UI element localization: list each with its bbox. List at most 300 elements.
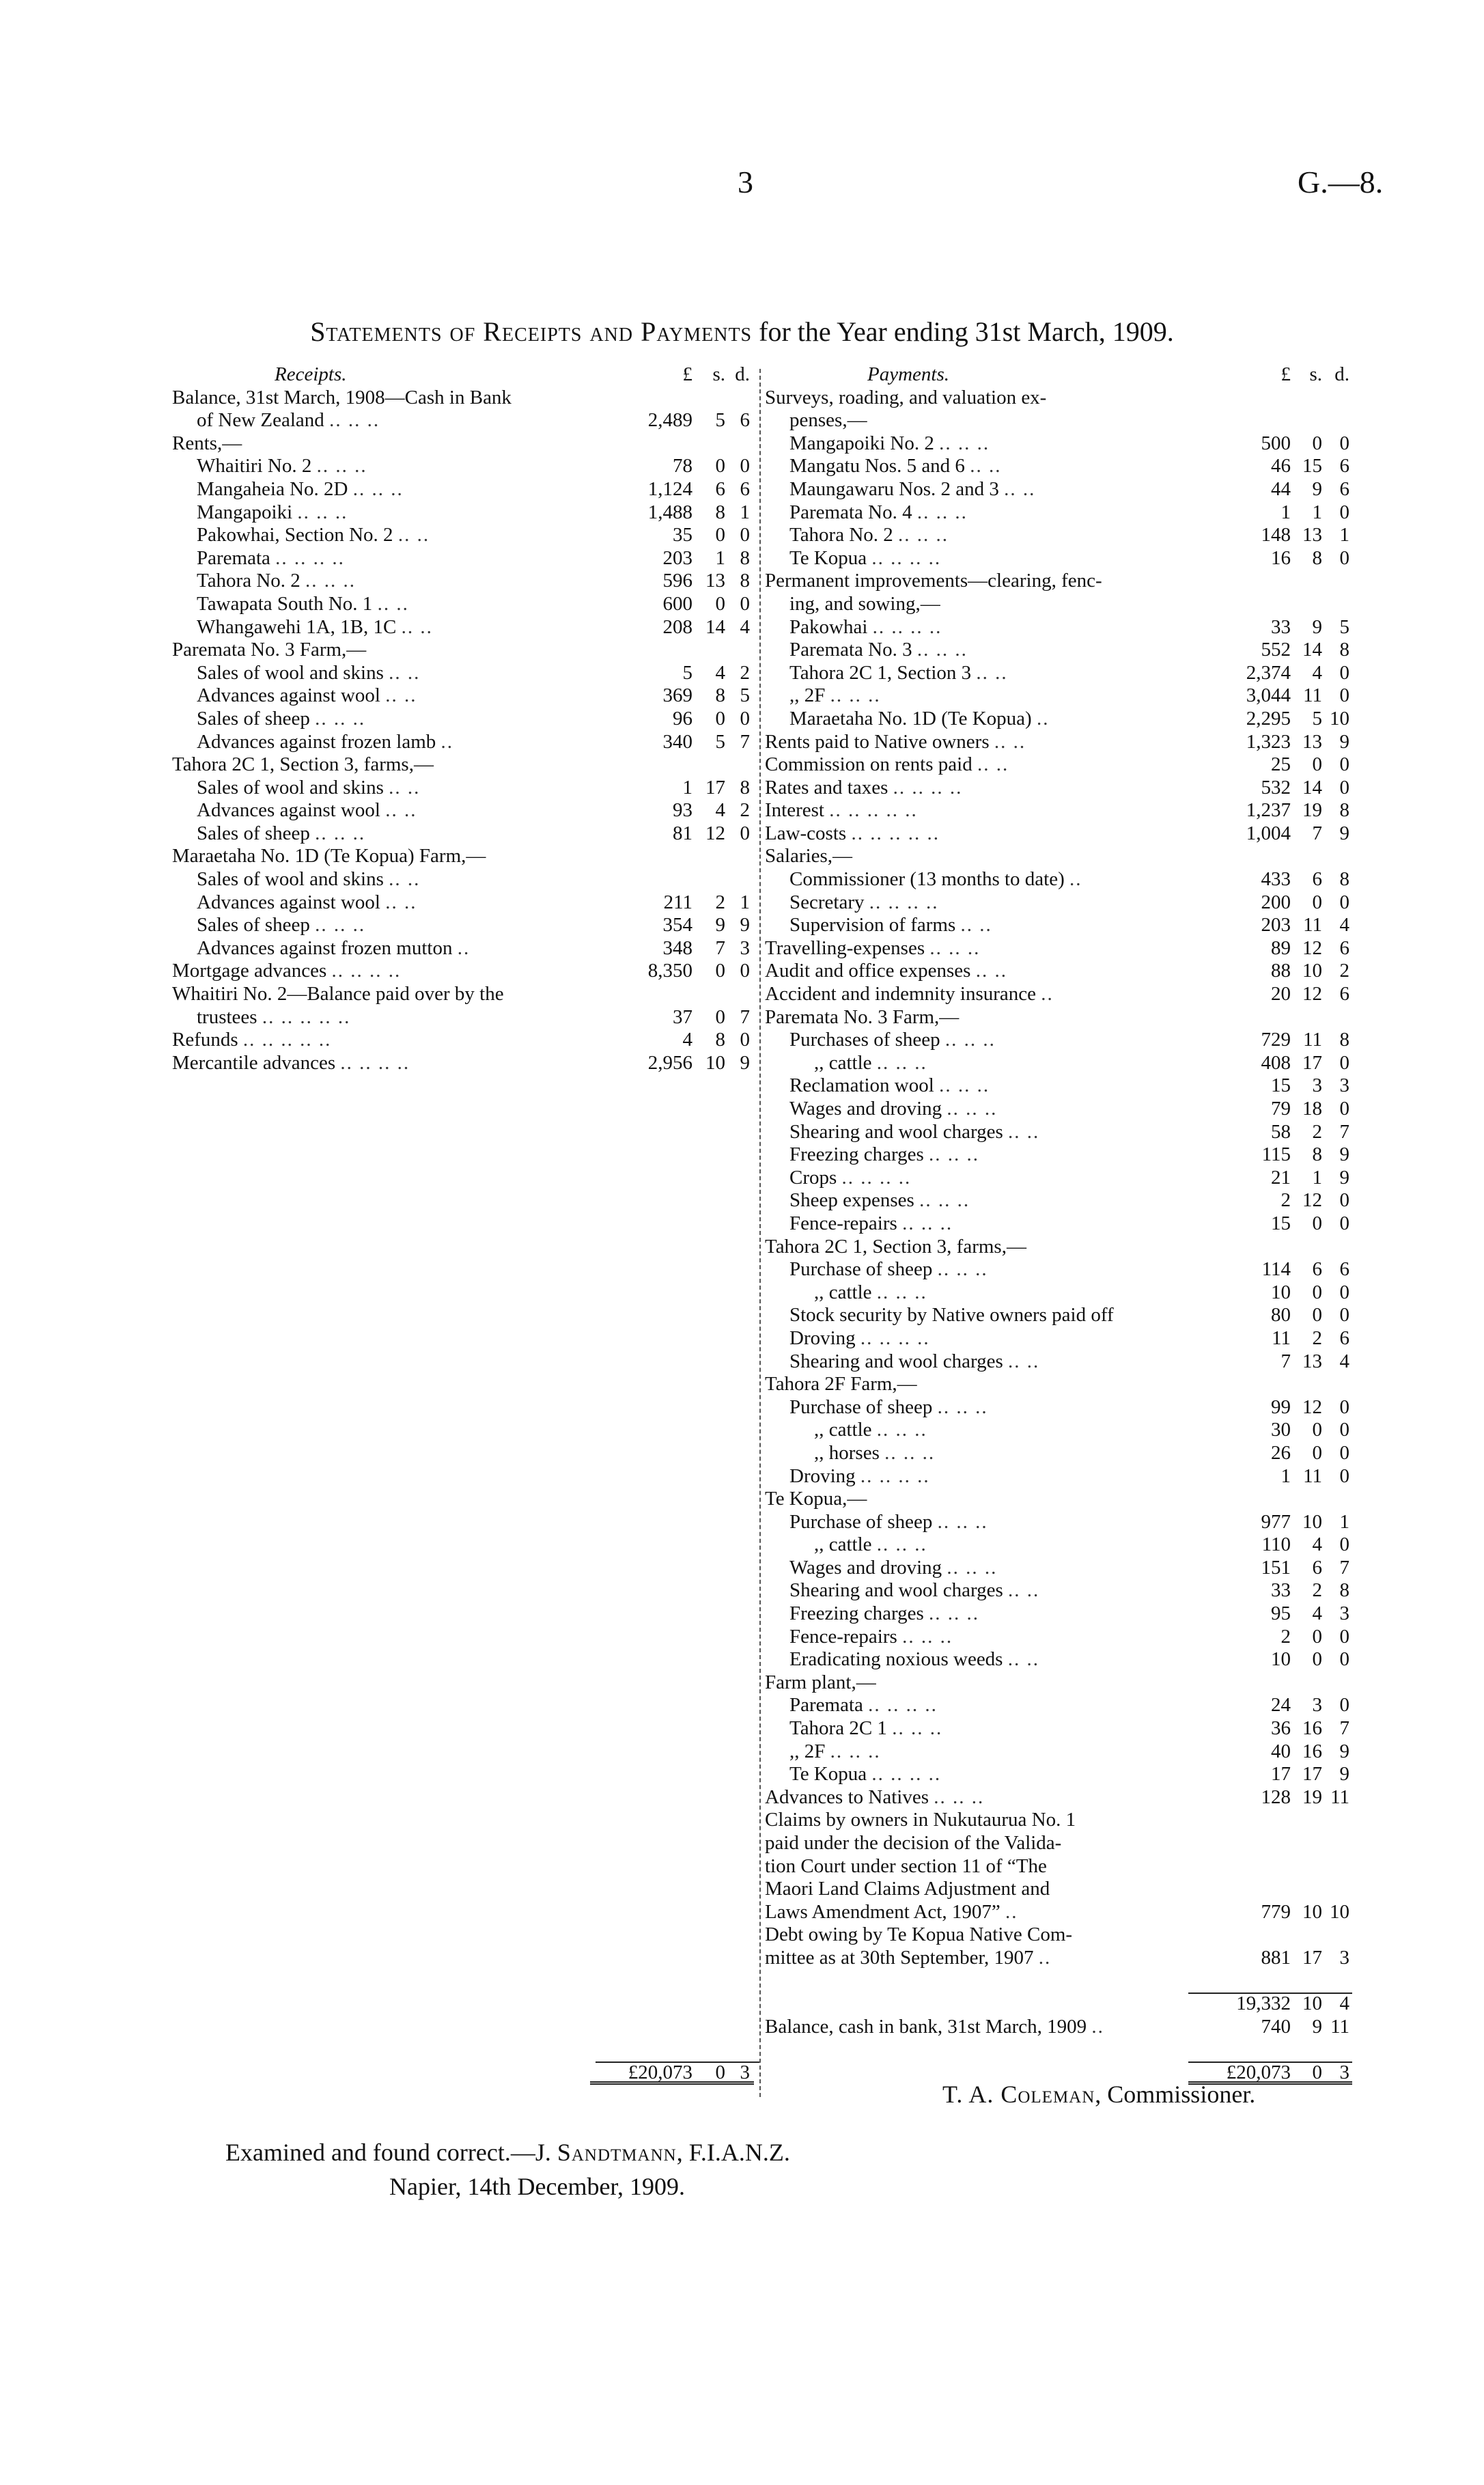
- shillings-value: 0: [715, 455, 725, 477]
- shillings-value: 8: [715, 1029, 725, 1051]
- row-label-text: ,, cattle: [814, 1281, 872, 1303]
- row-leader-dots: ..: [440, 730, 454, 753]
- row-label-text: Paremata No. 3: [789, 639, 912, 661]
- pence-value: 6: [1339, 936, 1349, 959]
- row-leader-dots: .. .. .. ..: [871, 1763, 942, 1786]
- shillings-value: 10: [705, 1051, 725, 1074]
- row-label-text: Sales of wool and skins: [197, 661, 384, 684]
- table-row: [172, 639, 759, 662]
- row-leader-dots: ..: [1091, 2015, 1104, 2038]
- row-label-text: Sales of sheep: [197, 914, 310, 936]
- row-label: [197, 478, 582, 501]
- table-row: [765, 1488, 1352, 1511]
- pence-value: 0: [1339, 661, 1349, 684]
- table-row: [765, 1694, 1352, 1717]
- pence-value: 0: [1339, 1212, 1349, 1234]
- row-label: [789, 1121, 1185, 1144]
- table-row: [765, 1648, 1352, 1671]
- row-label: [765, 799, 1185, 822]
- shillings-value: 11: [1303, 1029, 1322, 1051]
- spacer-row: [172, 2016, 759, 2039]
- row-label-text: Paremata: [789, 1694, 863, 1717]
- row-label-text: Law-costs: [765, 822, 847, 844]
- row-label-text: Pakowhai, Section No. 2: [197, 524, 393, 546]
- spacer-row: [172, 1626, 759, 1649]
- row-label-text: Laws Amendment Act, 1907”: [765, 1900, 1000, 1923]
- row-leader-dots: .. .. ..: [315, 822, 366, 844]
- shillings-value: 13: [705, 570, 725, 592]
- pounds-value: 1,323: [1246, 730, 1291, 753]
- spacer-row: [172, 1074, 759, 1098]
- row-label: [789, 501, 1185, 525]
- row-leader-dots: .. .. ..: [937, 1510, 988, 1533]
- row-label: [789, 1350, 1185, 1374]
- pence-value: 0: [1339, 753, 1349, 776]
- pence-value: 7: [740, 1005, 750, 1028]
- pounds-value: 36: [1271, 1717, 1291, 1740]
- row-label: [789, 524, 1185, 547]
- table-row: [765, 1442, 1352, 1465]
- table-row: [765, 868, 1352, 891]
- row-leader-dots: .. .. .. ..: [331, 960, 402, 982]
- row-label-text: Te Kopua,—: [765, 1488, 867, 1510]
- row-label-text: Farm plant,—: [765, 1671, 876, 1693]
- pounds-value: 95: [1271, 1602, 1291, 1625]
- table-row: [765, 1419, 1352, 1442]
- row-label: [765, 570, 1185, 593]
- pence-column-header: d.: [735, 363, 750, 385]
- row-label-text: Eradicating noxious weeds: [789, 1648, 1003, 1671]
- pence-value: 0: [1339, 1281, 1349, 1303]
- pence-value: 0: [1339, 1419, 1349, 1441]
- total-shillings: 0: [1312, 2061, 1322, 2083]
- shillings-value: 0: [1312, 891, 1322, 913]
- spacer-row: [172, 1373, 759, 1396]
- pence-value: 0: [1339, 501, 1349, 523]
- row-leader-dots: .. ..: [976, 661, 1008, 684]
- row-label-text: Maori Land Claims Adjustment and: [765, 1878, 1050, 1900]
- row-label: [172, 845, 582, 868]
- row-label-text: paid under the decision of the Valida-: [765, 1832, 1062, 1854]
- spacer-row: [172, 1258, 759, 1281]
- pounds-value: 151: [1261, 1556, 1291, 1579]
- table-row: [765, 1167, 1352, 1190]
- row-label: [765, 1786, 1185, 1809]
- table-row: [765, 1878, 1352, 1901]
- row-leader-dots: .. .. ..: [934, 1786, 985, 1808]
- table-row: [765, 960, 1352, 983]
- pence-value: 6: [740, 477, 750, 500]
- row-leader-dots: .. .. ..: [884, 1441, 936, 1464]
- table-row: [172, 616, 759, 639]
- shillings-value: 12: [1302, 1189, 1322, 1212]
- row-label-text: Surveys, roading, and valuation ex-: [765, 386, 1047, 408]
- row-label-text: Paremata No. 4: [789, 501, 912, 523]
- table-row: [765, 1396, 1352, 1419]
- row-label: [765, 983, 1185, 1006]
- pounds-value: 211: [663, 891, 692, 913]
- pence-value: 0: [1339, 1441, 1349, 1464]
- shillings-value: 9: [1312, 2015, 1322, 2038]
- total-shillings: 0: [715, 2061, 725, 2083]
- pence-value: 11: [1330, 2015, 1349, 2038]
- row-label-text: Accident and indemnity insurance: [765, 983, 1037, 1005]
- shillings-value: 14: [1302, 639, 1322, 661]
- pounds-column-header: £: [682, 363, 692, 385]
- table-row: [765, 570, 1352, 593]
- row-label: [789, 547, 1185, 570]
- row-label-text: Tahora 2C 1, Section 3: [789, 661, 972, 684]
- row-label: [197, 799, 582, 822]
- row-label-text: Mercantile advances: [172, 1051, 336, 1074]
- row-label-text: Paremata: [197, 546, 270, 569]
- pence-value: 9: [740, 914, 750, 936]
- row-label: [789, 708, 1185, 731]
- pence-value: 9: [1339, 1143, 1349, 1166]
- total-pounds: £20,073: [628, 2061, 692, 2083]
- pounds-value: 79: [1271, 1098, 1291, 1120]
- table-row: [172, 409, 759, 432]
- row-label-text: Mortgage advances: [172, 960, 327, 982]
- pence-value: 0: [1339, 684, 1349, 707]
- row-label-text: Tahora No. 2: [197, 570, 300, 592]
- row-leader-dots: .. .. ..: [944, 1029, 996, 1051]
- row-leader-dots: .. .. ..: [902, 1625, 953, 1648]
- table-row: [172, 387, 759, 410]
- table-row: [765, 1236, 1352, 1259]
- row-label-text: Mangatu Nos. 5 and 6: [789, 455, 965, 477]
- pounds-value: 17: [1271, 1763, 1291, 1786]
- table-row: [172, 777, 759, 800]
- table-row: [172, 937, 759, 960]
- pounds-value: 4: [682, 1029, 692, 1051]
- row-label: [765, 1488, 1185, 1511]
- pounds-value: 1: [1280, 1464, 1291, 1487]
- shillings-value: 8: [1312, 546, 1322, 569]
- row-leader-dots: ..: [1069, 868, 1082, 891]
- row-label-text: Droving: [789, 1327, 856, 1349]
- table-row: [765, 845, 1352, 868]
- pounds-value: 2: [1280, 1625, 1291, 1648]
- shillings-value: 4: [715, 661, 725, 684]
- row-label: [197, 684, 582, 708]
- pounds-value: 89: [1271, 936, 1291, 959]
- table-row: [765, 1557, 1352, 1580]
- row-label-text: Advances against wool: [197, 684, 380, 707]
- spacer-row: [172, 1924, 759, 1947]
- spacer-row: [172, 1579, 759, 1602]
- row-label: [765, 960, 1185, 983]
- row-label: [789, 1511, 1185, 1534]
- table-row: [172, 914, 759, 937]
- shillings-value: 19: [1302, 799, 1322, 822]
- row-leader-dots: .. .. .. ..: [871, 546, 942, 569]
- pounds-value: 977: [1261, 1510, 1291, 1533]
- shillings-value: 0: [1312, 1281, 1322, 1303]
- row-label: [765, 1832, 1185, 1855]
- row-leader-dots: ..: [1005, 1900, 1018, 1923]
- pounds-value: 2,374: [1246, 661, 1291, 684]
- row-label-text: Claims by owners in Nukutaurua No. 1: [765, 1809, 1076, 1831]
- pence-value: 6: [1339, 1327, 1349, 1349]
- shillings-value: 6: [1312, 868, 1322, 891]
- row-leader-dots: .. ..: [1007, 1648, 1039, 1671]
- row-label-text: penses,—: [789, 409, 867, 432]
- row-label: [765, 1901, 1185, 1924]
- title-rest: for the Year ending 31st March, 1909.: [759, 316, 1174, 347]
- table-row: [765, 1671, 1352, 1695]
- spacer-row: [172, 1786, 759, 1809]
- pounds-value: 8,350: [647, 960, 692, 982]
- table-row: [765, 1327, 1352, 1350]
- pounds-value: 80: [1271, 1304, 1291, 1327]
- pounds-value: 10: [1271, 1648, 1291, 1671]
- pounds-value: 96: [673, 707, 692, 730]
- row-label-text: Rents,—: [172, 432, 242, 454]
- shillings-value: 0: [1312, 432, 1322, 454]
- row-leader-dots: .. ..: [977, 753, 1009, 776]
- table-row: [765, 1855, 1352, 1878]
- shillings-value: 10: [1302, 1900, 1322, 1923]
- row-label-text: Purchase of sheep: [789, 1396, 933, 1418]
- pence-value: 8: [740, 776, 750, 799]
- table-row: [172, 684, 759, 708]
- row-label-text: Balance, cash in bank, 31st March, 1909: [765, 2015, 1087, 2038]
- row-label: [789, 1074, 1185, 1098]
- row-leader-dots: .. ..: [389, 776, 421, 799]
- pounds-column-header: £: [1280, 363, 1291, 385]
- pounds-value: 128: [1261, 1786, 1291, 1808]
- row-leader-dots: .. ..: [385, 799, 417, 822]
- pence-column-header: d.: [1334, 363, 1349, 385]
- pounds-value: 1,124: [647, 477, 692, 500]
- pence-value: 8: [1339, 799, 1349, 822]
- shillings-value: 0: [715, 1005, 725, 1028]
- row-label: [765, 1924, 1185, 1947]
- row-leader-dots: .. ..: [975, 960, 1007, 982]
- table-row: [765, 684, 1352, 708]
- pounds-value: 881: [1261, 1946, 1291, 1969]
- row-label-text: Shearing and wool charges: [789, 1350, 1003, 1372]
- pounds-value: 433: [1261, 868, 1291, 891]
- pence-value: 0: [740, 707, 750, 730]
- pence-value: 0: [740, 1029, 750, 1051]
- row-label-text: Sales of sheep: [197, 822, 310, 844]
- statement-title: [0, 316, 1484, 348]
- row-leader-dots: .. .. ..: [892, 1717, 943, 1740]
- shillings-value: 15: [1302, 455, 1322, 477]
- table-row: [765, 1189, 1352, 1212]
- spacer-row: [172, 1763, 759, 1786]
- shillings-value: 0: [1312, 1648, 1322, 1671]
- pence-value: 0: [1339, 891, 1349, 913]
- row-label: [789, 1763, 1185, 1786]
- shillings-value: 0: [715, 592, 725, 615]
- payments-column: [765, 363, 1352, 2085]
- row-label: [789, 1648, 1185, 1671]
- table-row: [765, 478, 1352, 501]
- row-label-text: Whangawehi 1A, 1B, 1C: [197, 615, 397, 638]
- spacer-row: [172, 1281, 759, 1305]
- pounds-value: 1,488: [647, 501, 692, 523]
- pounds-value: 58: [1271, 1120, 1291, 1143]
- shillings-value: 18: [1302, 1098, 1322, 1120]
- row-label-text: Advances against frozen lamb: [197, 730, 436, 753]
- row-leader-dots: .. .. ..: [939, 432, 990, 454]
- shillings-value: 16: [1302, 1740, 1322, 1762]
- pence-value: 11: [1330, 1786, 1349, 1808]
- table-row: [172, 799, 759, 822]
- row-label: [197, 547, 582, 570]
- row-label-text: Te Kopua: [789, 1763, 867, 1786]
- row-label: [789, 891, 1185, 915]
- table-row: [765, 1373, 1352, 1396]
- shillings-value: 11: [1303, 684, 1322, 707]
- row-label: [197, 777, 582, 800]
- row-label-text: ,, cattle: [814, 1533, 872, 1556]
- row-label-text: Rents paid to Native owners: [765, 730, 990, 753]
- row-label: [197, 1006, 582, 1029]
- pence-value: 8: [1339, 1579, 1349, 1602]
- pence-value: 0: [1339, 546, 1349, 569]
- row-leader-dots: .. .. .. .. ..: [851, 822, 940, 844]
- table-row: [172, 822, 759, 846]
- row-leader-dots: .. ..: [385, 684, 417, 707]
- row-label-text: Mangaheia No. 2D: [197, 477, 348, 500]
- pounds-value: 500: [1261, 432, 1291, 454]
- row-leader-dots: .. .. ..: [830, 1740, 881, 1762]
- pounds-value: 354: [662, 914, 692, 936]
- row-label-text: Tahora 2C 1, Section 3, farms,—: [765, 1235, 1026, 1258]
- table-row: [172, 524, 759, 547]
- row-leader-dots: .. .. ..: [937, 1258, 988, 1281]
- spacer-row: [172, 1465, 759, 1488]
- column-divider: [759, 369, 761, 2097]
- pounds-value: 2,295: [1246, 707, 1291, 730]
- row-leader-dots: .. .. ..: [939, 1074, 990, 1097]
- pence-value: 1: [1339, 524, 1349, 546]
- row-leader-dots: .. .. ..: [898, 524, 949, 546]
- table-row: [765, 1052, 1352, 1075]
- pence-value: 0: [1339, 1098, 1349, 1120]
- row-label: [172, 432, 582, 456]
- shillings-value: 12: [1302, 1396, 1322, 1418]
- pounds-value: 1: [1280, 501, 1291, 523]
- pounds-value: 203: [1261, 914, 1291, 936]
- row-label: [765, 1671, 1185, 1695]
- shillings-value: 4: [1312, 1533, 1322, 1556]
- pence-value: 0: [1339, 1304, 1349, 1327]
- row-label-text: Reclamation wool: [789, 1074, 934, 1097]
- table-row: [172, 570, 759, 593]
- row-label: [197, 937, 582, 960]
- shillings-value: 0: [1312, 1625, 1322, 1648]
- row-leader-dots: .. .. .. ..: [868, 1694, 938, 1717]
- shillings-value: 7: [715, 936, 725, 959]
- spacer-row: [172, 1947, 759, 1970]
- row-leader-dots: .. .. .. ..: [860, 1464, 930, 1487]
- table-row: [765, 1511, 1352, 1534]
- table-row: [765, 501, 1352, 525]
- pounds-value: 200: [1261, 891, 1291, 913]
- pence-value: 0: [1339, 1051, 1349, 1074]
- commissioner-role: , Commissioner.: [1095, 2081, 1256, 2108]
- pounds-value: 35: [673, 524, 692, 546]
- pence-value: 7: [740, 730, 750, 753]
- row-leader-dots: .. .. ..: [876, 1051, 927, 1074]
- pence-value: 4: [740, 615, 750, 638]
- receipts-header-label: Receipts.: [275, 363, 347, 385]
- pounds-value: 33: [1271, 1579, 1291, 1602]
- row-label-text: Audit and office expenses: [765, 960, 971, 982]
- row-leader-dots: .. .. ..: [929, 1602, 979, 1625]
- row-label: [789, 1740, 1185, 1764]
- table-row: [765, 1143, 1352, 1167]
- row-leader-dots: .. ..: [970, 455, 1002, 477]
- row-label-text: Droving: [789, 1464, 856, 1487]
- spacer-row: [765, 2038, 1352, 2061]
- row-label-text: Mangapoiki: [197, 501, 293, 523]
- row-label-text: tion Court under section 11 of “The: [765, 1855, 1047, 1877]
- pence-value: 1: [740, 891, 750, 913]
- pence-value: 5: [1339, 615, 1349, 638]
- shillings-value: 8: [715, 501, 725, 523]
- table-row: [765, 662, 1352, 685]
- table-row: [172, 753, 759, 777]
- shillings-value: 0: [715, 960, 725, 982]
- spacer-row: [172, 1993, 759, 2016]
- row-leader-dots: .. ..: [389, 661, 421, 684]
- row-label: [789, 1189, 1185, 1212]
- row-label-text: Crops: [789, 1166, 837, 1189]
- row-label-text: Salaries,—: [765, 845, 853, 867]
- payments-header-row: [765, 363, 1352, 387]
- shillings-value: 4: [1312, 661, 1322, 684]
- pounds-value: 88: [1271, 960, 1291, 982]
- pounds-value: 15: [1271, 1074, 1291, 1097]
- row-label: [172, 639, 582, 662]
- pounds-value: 532: [1261, 776, 1291, 799]
- shillings-value: 13: [1302, 524, 1322, 546]
- pounds-value: 740: [1261, 2015, 1291, 2038]
- shillings-value: 4: [715, 799, 725, 822]
- row-label-text: Advances to Natives: [765, 1786, 929, 1808]
- pence-value: 3: [1339, 1074, 1349, 1097]
- pounds-value: 30: [1271, 1419, 1291, 1441]
- pence-value: 7: [1339, 1717, 1349, 1740]
- row-label-text: Maraetaha No. 1D (Te Kopua): [789, 707, 1032, 730]
- pence-value: 9: [1339, 822, 1349, 844]
- row-label: [765, 1006, 1185, 1029]
- pence-value: 3: [1339, 1602, 1349, 1625]
- audit-prefix: Examined and found correct.—J.: [225, 2139, 551, 2166]
- pence-value: 1: [740, 501, 750, 523]
- table-row: [765, 1626, 1352, 1649]
- spacer-row: [172, 1212, 759, 1236]
- table-row: [765, 753, 1352, 777]
- pence-value: 8: [740, 570, 750, 592]
- shillings-value: 11: [1303, 1464, 1322, 1487]
- spacer-row: [172, 1878, 759, 1901]
- pounds-value: 25: [1271, 753, 1291, 776]
- table-row: [765, 1006, 1352, 1029]
- row-label: [197, 731, 582, 754]
- row-label: [789, 1626, 1185, 1649]
- row-label-text: Sales of wool and skins: [197, 868, 384, 891]
- table-row: [765, 937, 1352, 960]
- shillings-value: 0: [715, 524, 725, 546]
- pounds-value: 20: [1271, 983, 1291, 1005]
